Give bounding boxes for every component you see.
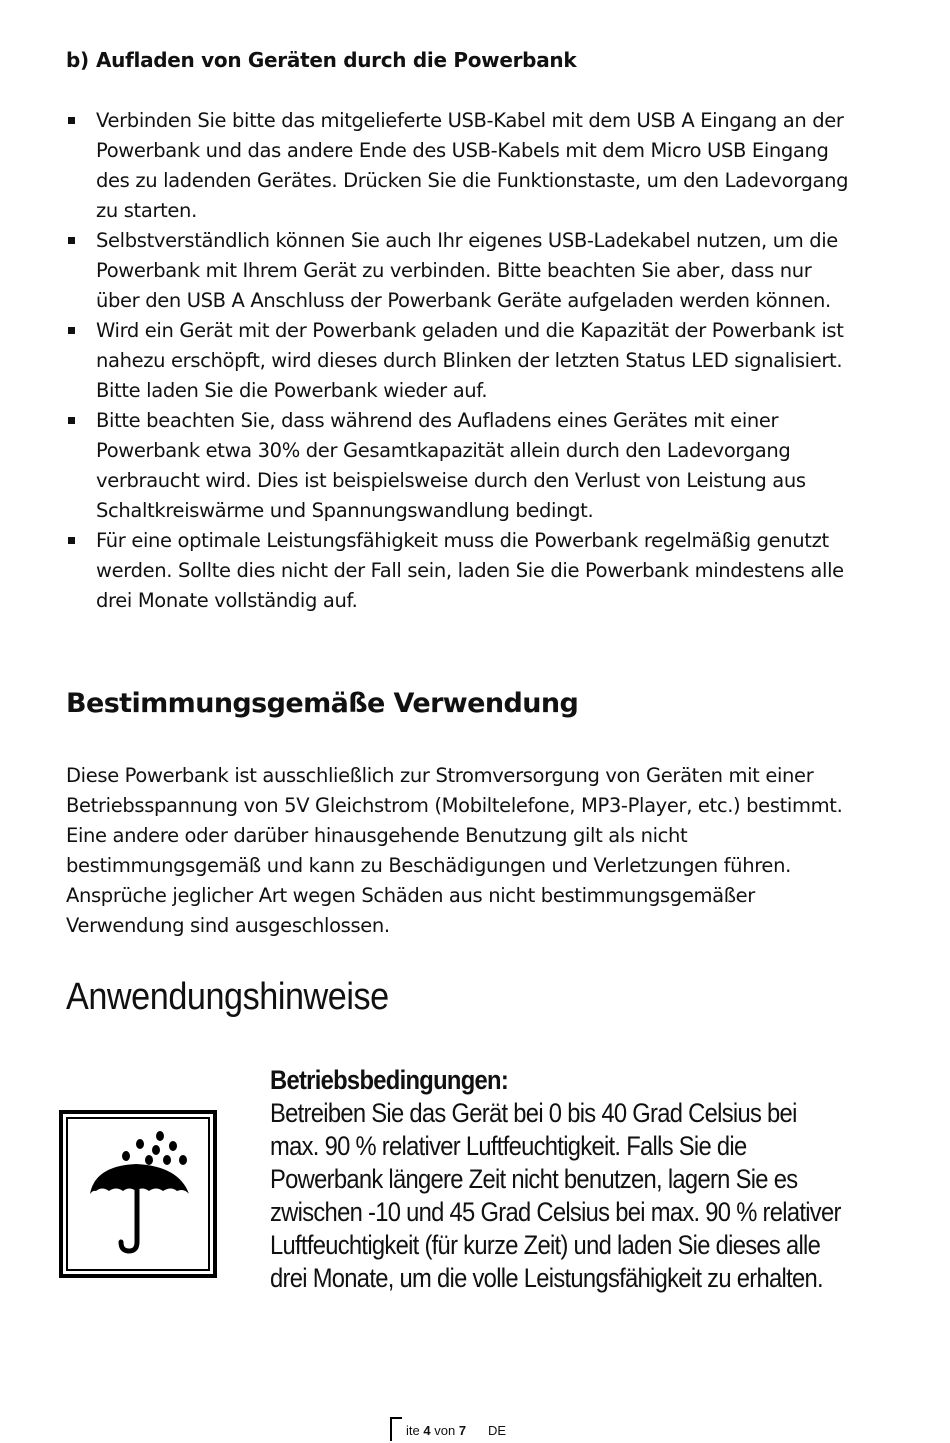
list-item-text: Für eine optimale Leistungsfähigkeit muss die Powerbank regelmäßig genutzt werden. Sollte dies nicht der Fall sein, laden Sie die Powerbank mindestens alle drei Monate vollständig auf. — [96, 529, 844, 612]
operating-conditions-title: Betriebsbedingungen: — [270, 1065, 509, 1095]
list-item — [66, 106, 856, 226]
corner-mark-icon — [390, 1417, 402, 1441]
operating-conditions-text: Betreiben Sie das Gerät bei 0 bis 40 Grad Celsius bei max. 90 % relativer Luftfeuchtigkeit. Falls Sie die Powerbank längere Zeit nicht benutzen, lagern Sie es zwischen -10 und 45 Grad Celsius bei max. 90 % relativer Luftfeuchtigkeit (für kurze Zeit) und laden Sie dieses alle drei Monate, um die volle Leistungsfähigkeit zu erhalten. — [270, 1098, 841, 1293]
language-code: DE — [488, 1423, 507, 1438]
page-label: ite — [406, 1423, 420, 1438]
list-item — [66, 226, 856, 316]
page-of-label: von — [434, 1423, 456, 1438]
list-item — [66, 406, 856, 526]
list-item-text: Wird ein Gerät mit der Powerbank geladen und die Kapazität der Powerbank ist nahezu erschöpft, wird dieses durch Blinken der letzten Status LED signalisiert. Bitte laden Sie die Powerbank wieder auf. — [96, 319, 844, 402]
list-item — [66, 316, 856, 406]
intended-use-heading: Bestimmungsgemäße Verwendung — [66, 688, 579, 719]
square-bullet-icon — [68, 327, 75, 334]
square-bullet-icon — [68, 537, 75, 544]
section-b-title: Aufladen von Geräten durch die Powerbank — [96, 48, 577, 72]
section-b-prefix: b) — [66, 48, 89, 72]
square-bullet-icon — [68, 117, 75, 124]
application-notes-heading: Anwendungshinweise — [66, 976, 389, 1018]
page-footer — [390, 1411, 506, 1438]
operating-conditions — [270, 1064, 890, 1295]
square-bullet-icon — [68, 417, 75, 424]
umbrella-rain-icon — [59, 1110, 217, 1278]
list-item-text: Bitte beachten Sie, dass während des Aufladens eines Gerätes mit einer Powerbank etwa 30% der Gesamtkapazität allein durch den Ladevorgang verbraucht wird. Dies ist beispielsweise durch den Verlust von Leistung aus Schaltkreiswärme und Spannungswandlung bedingt. — [96, 409, 806, 522]
list-item — [66, 526, 856, 616]
charging-instructions-list — [66, 106, 856, 616]
total-pages: 7 — [458, 1423, 467, 1438]
list-item-text: Verbinden Sie bitte das mitgelieferte USB-Kabel mit dem USB A Eingang an der Powerbank und das andere Ende des USB-Kabels mit dem Micro USB Eingang des zu ladenden Gerätes. Drücken Sie die Funktionstaste, um den Ladevorgang zu starten. — [96, 109, 849, 222]
square-bullet-icon — [68, 237, 75, 244]
list-item-text: Selbstverständlich können Sie auch Ihr eigenes USB-Ladekabel nutzen, um die Powerbank mit Ihrem Gerät zu verbinden. Bitte beachten Sie aber, dass nur über den USB A Anschluss der Powerbank Geräte aufgeladen werden können. — [96, 229, 838, 312]
page-number: 4 — [423, 1423, 431, 1438]
section-b-heading — [66, 48, 576, 72]
intended-use-text: Diese Powerbank ist ausschließlich zur Stromversorgung von Geräten mit einer Betriebsspannung von 5V Gleichstrom (Mobiltelefone, MP3-Player, etc.) bestimmt. Eine andere oder darüber hinausgehende Benutzung gilt als nicht bestimmungsgemäß und kann zu Beschädigungen und Verletzungen führen. Ansprüche jeglicher Art wegen Schäden aus nicht bestimmungsgemäßer Verwendung sind ausgeschlossen. — [66, 764, 843, 937]
